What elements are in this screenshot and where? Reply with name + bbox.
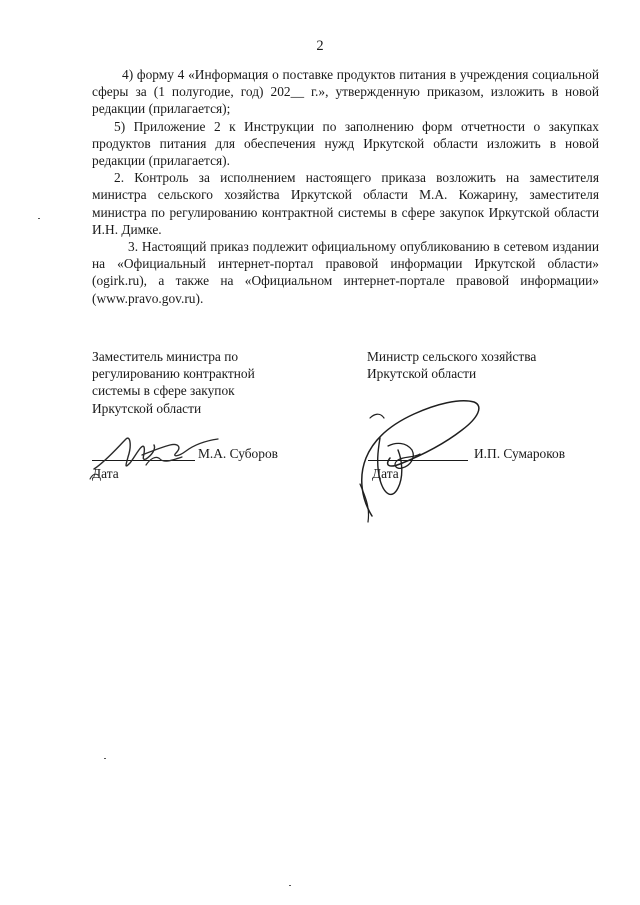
left-title-line: Заместитель министра по — [92, 349, 239, 364]
page-number: 2 — [316, 38, 324, 54]
right-signatory-name: И.П. Сумароков — [474, 446, 566, 461]
right-date-label: Дата — [372, 466, 399, 481]
paragraph-control: 2. Контроль за исполнением настоящего приказа возложить на заместителя министра сельского хозяйства Иркутской области М.А. Кожарину, заместителя министра по регулированию контрактной системы в сфере закупок Иркутской области И.Н. Димке. — [92, 170, 599, 237]
right-title-line: Иркутской области — [367, 366, 477, 382]
left-signature-line — [92, 460, 195, 461]
right-signature-line — [368, 460, 468, 461]
left-title-line: Иркутской области — [92, 400, 202, 416]
left-title-line: регулированию контрактной — [92, 366, 255, 382]
paragraph-publication: 3. Настоящий приказ подлежит официальному опубликованию в сетевом издании на «Официальный интернет-портал правовой информации Иркутской области» (ogirk.ru), а также на «Официальном интернет-портале правовой информации» (www.pravo.gov.ru). — [92, 239, 599, 306]
left-date-label: Дата — [92, 466, 119, 481]
scan-speck — [38, 218, 40, 219]
paragraph-item-4: 4) форму 4 «Информация о поставке продуктов питания в учреждения социальной сферы за (1 полугодие, год) 202__ г.», утвержденную приказом, изложить в новой редакции (прилагается); — [92, 67, 599, 117]
scan-speck — [104, 758, 106, 759]
paragraph-item-5: 5) Приложение 2 к Инструкции по заполнению форм отчетности о закупках продуктов питания для обеспечения нужд Иркутской области изложить в новой редакции (прилагается). — [92, 118, 599, 169]
scan-speck — [289, 885, 291, 886]
right-signatory-title — [367, 348, 597, 382]
left-signatory-name: М.А. Суборов — [198, 446, 278, 461]
right-title-line: Министр сельского хозяйства — [367, 349, 537, 364]
left-title-line: системы в сфере закупок — [92, 383, 235, 399]
left-signatory-title — [92, 348, 302, 417]
right-handwritten-signature — [340, 388, 490, 530]
document-body — [92, 66, 599, 307]
